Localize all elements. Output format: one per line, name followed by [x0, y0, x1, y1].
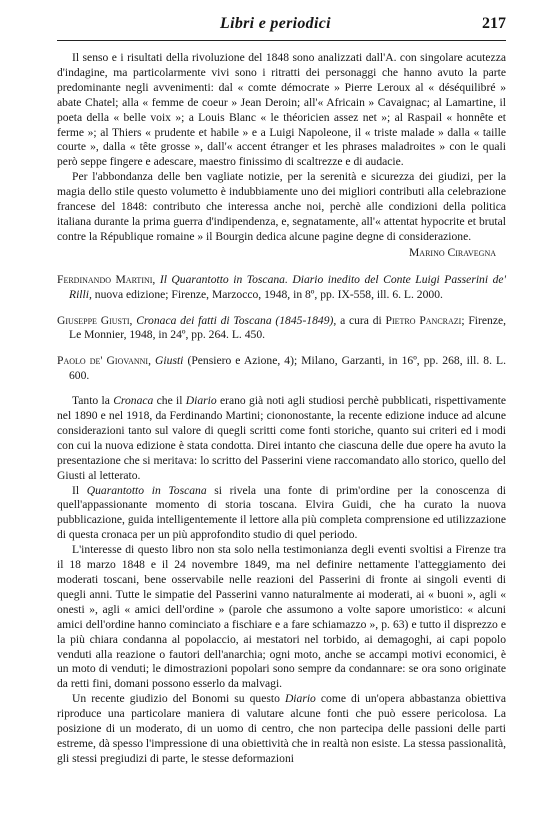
entry-author: Paolo de' Giovanni,: [57, 354, 151, 368]
review-paragraph: [57, 692, 506, 767]
text-run: Il: [72, 483, 80, 497]
entry-editor: Pietro Pancrazi;: [385, 313, 465, 327]
review-paragraph: [57, 394, 506, 483]
work-title: Diario: [185, 394, 217, 408]
entry-title: Cronaca dei fatti di Toscana (1845-1849),: [136, 313, 337, 327]
page-body: [57, 51, 506, 767]
bibliographic-entry: [57, 314, 506, 344]
entry-title: Il Quarantotto in Toscana. Diario inedito del Conte Luigi Passerini de' Rilli,: [69, 272, 506, 301]
section-title: Libri e periodici: [220, 15, 331, 32]
header-rule: [57, 40, 506, 41]
running-head: [220, 15, 506, 41]
bibliographic-entry: [57, 354, 506, 384]
bibliographic-entry: [57, 273, 506, 303]
review-paragraph: [57, 484, 506, 544]
text-run: Tanto la: [72, 394, 110, 408]
text-run: che il: [156, 394, 183, 408]
text-run: si rivela una fonte di prim'ordine per la conoscenza di quell'appassionante momento di storia toscana. Elvira Guidi, che ha curato la nuova pubblicazione, guida intelligentemente il lettore alla più completa comprensione ed utilizzazione di questa cronaca per un più approfondito studio di quel periodo.: [57, 483, 507, 542]
review-paragraph: Il senso e i risultati della rivoluzione del 1848 sono analizzati dall'A. con singolare acutezza d'indagine, ma particolarmente vivi sono i ritratti dei personaggi che hanno avuto la parte predominante negli avvenimenti: dal « comte démocrate » Pierre Leroux al « déséquilibré » abate Chatel; alla « femme de coeur » Jean Deroin; all'« Africain » Cavaignac; al Lamartine, il poeta della « belle voix »; a Louis Blanc « le théoricien assez net »; al Raspail « honnête et ferme »; al Thiers « prudente et habile » e a Luigi Napoleone, il « triste malade » dalla « taille courte », dalla « tête grosse », dall'« accent étranger et les phrases maladroites » con le quali però seppe fingere e adescare, maestro finissimo di scaltrezze e di audacie.: [57, 51, 506, 169]
entry-details: nuova edizione; Firenze, Marzocco, 1948, in 8º, pp. IX-558, ill. 6. L. 2000.: [94, 287, 443, 301]
text-run: Un recente giudizio del Bonomi su questo: [72, 692, 280, 706]
work-title: Diario: [284, 692, 316, 706]
text-run: erano già noti agli studiosi perchè pubblicati, rispettivamente nel 1890 e nel 1918, da Ferdinando Martini; ciononostante, la recente edizione induce ad alcune considerazioni tanto sul valore di quegli scritti come fonti storiche, quanto sui criteri ed i modi con cui la nuova edizione è stata condotta. Direi intanto che ciascuna delle due opere ha avuto la presentazione che si meritava: lo scritto del Passerini viene raccomandato allo storico, quello del Giusti al letterato.: [57, 394, 507, 482]
entry-details: Firenze, Le Monnier, 1948, in 24º, pp. 264. L. 450.: [69, 313, 507, 342]
entry-title: Giusti: [155, 354, 184, 368]
page-number: 217: [482, 15, 506, 32]
work-title: Cronaca: [113, 394, 154, 408]
entry-details: a cura di: [340, 313, 382, 327]
work-title: Quarantotto in Toscana: [86, 483, 207, 497]
review-paragraph: Per l'abbondanza delle ben vagliate notizie, per la serenità e sicurezza dei giudizi, per la magia dello stile questo volumetto è indubbiamente uno dei migliori contributi alla celebrazione francese del 1848: contributo che interessa anche noi, perchè alle condizioni della politica italiana durante la prima guerra d'indipendenza, e, segnatamente, all'« attentat hypocrite et brutal contre la République romaine » il Bourgin dedica alcune pagine degne di considerazione.: [57, 170, 506, 243]
review-paragraph: L'interesse di questo libro non sta solo nella testimonianza degli eventi svoltisi a Firenze tra il 18 marzo 1848 e il 24 novembre 1849, ma nel definire nettamente l'atteggiamento dei moderati toscani, bene osservabile nelle reazioni del Passerini di fronte ai singoli eventi di quegli anni. Tutte le simpatie del Passerini vanno naturalmente ai moderati, ai « buoni », agli « onesti », agli « amici dell'ordine » (parole che assumono a volte sapore umoristico: « alcuni amici dell'ordine hanno cominciato a fischiare e a fare schiamazzo », p. 63) e tutto il disprezzo e la più chiara condanna al popolaccio, ai mestatori nel torbido, ai demagoghi, ai capi popolo venduti alla reazione o fautori dell'anarchia; ogni moto, anche se accampi motivi economici, è un moto di venduti; le dimostrazioni popolari sono sempre da condannare: se ora sono originate da retti fini, domani possono esserlo da malvagi.: [57, 543, 506, 691]
text-run: come di un'opera abbastanza obiettiva riproduce una particolare maniera di valutare alcune fonti che può essere pericolosa. La posizione di un moderato, di un uomo di centro, che non partecipa delle passioni delle parti estreme, dà spesso l'impressione di una obiettività che in realtà non esiste. La stessa passionalità, gli stessi pregiudizi di parte, le stesse deformazioni: [57, 692, 506, 765]
entry-details: (Pensiero e Azione, 4); Milano, Garzanti, in 16º, pp. 268, ill. 8. L. 600.: [69, 354, 506, 383]
entry-author: Giuseppe Giusti,: [57, 313, 133, 327]
reviewer-signature: Marino Ciravegna: [408, 245, 496, 259]
entry-author: Ferdinando Martini,: [57, 272, 156, 286]
